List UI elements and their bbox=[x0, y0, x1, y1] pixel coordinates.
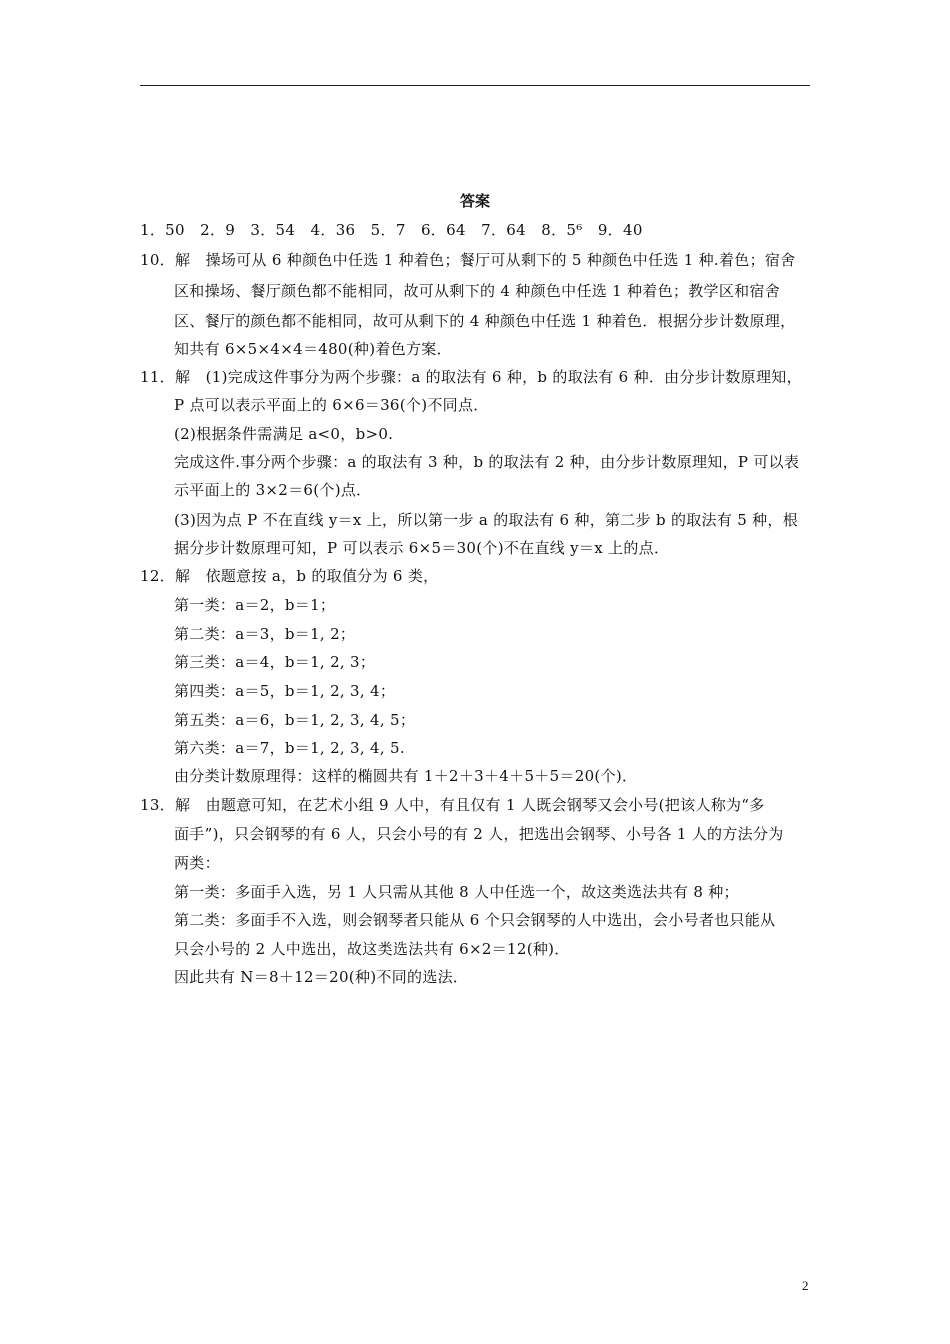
answer-10-line-2: 区和操场、餐厅颜色都不能相同，故可从剩下的 4 种颜色中任选 1 种着色；教学区和宿舍 bbox=[174, 282, 781, 300]
answer-11-line-1: 11．解 (1)完成这件事分为两个步骤：a 的取法有 6 种，b 的取法有 6 种．由分步计数原理知， bbox=[140, 368, 802, 386]
answer-11-line-7: 据分步计数原理可知，P 可以表示 6×5＝30(个)不在直线 y＝x 上的点． bbox=[174, 539, 670, 557]
answer-12-line-6: 第五类：a＝6，b＝1, 2, 3, 4, 5； bbox=[174, 711, 416, 729]
answer-13-line-5: 第二类：多面手不入选，则会钢琴者只能从 6 个只会钢琴的人中选出，会小号者也只能从 bbox=[174, 911, 776, 929]
answer-13-line-4: 第一类：多面手入选，另 1 人只需从其他 8 人中任选一个，故这类选法共有 8 种； bbox=[174, 883, 739, 901]
answer-line-short-answers: 1．50 2．9 3．54 4．36 5．7 6．64 7．64 8．5⁶ 9．40 bbox=[140, 221, 643, 239]
answer-11-line-6: (3)因为点 P 不在直线 y＝x 上，所以第一步 a 的取法有 6 种，第二步 b 的取法有 5 种，根 bbox=[174, 511, 799, 529]
answer-11-line-5: 示平面上的 3×2＝6(个)点． bbox=[174, 481, 372, 499]
answer-12-line-3: 第二类：a＝3，b＝1, 2； bbox=[174, 625, 356, 643]
answer-12-line-2: 第一类：a＝2，b＝1； bbox=[174, 596, 336, 614]
answer-12-line-4: 第三类：a＝4，b＝1, 2, 3； bbox=[174, 653, 376, 671]
answer-11-line-3: (2)根据条件需满足 a<0，b>0. bbox=[174, 425, 394, 443]
header-rule bbox=[140, 85, 810, 86]
answer-10-line-1: 10．解 操场可从 6 种颜色中任选 1 种着色；餐厅可从剩下的 5 种颜色中任选 1 种.着色；宿舍 bbox=[140, 251, 796, 269]
answer-13-line-6: 只会小号的 2 人中选出，故这类选法共有 6×2＝12(种)． bbox=[174, 940, 570, 958]
answer-13-line-2: 面手”)，只会钢琴的有 6 人，只会小号的有 2 人，把选出会钢琴、小号各 1 人的方法分为 bbox=[174, 825, 784, 843]
answer-12-line-1: 12．解 依题意按 a，b 的取值分为 6 类， bbox=[140, 567, 439, 585]
page-number: 2 bbox=[802, 1278, 809, 1293]
answer-11-line-2: P 点可以表示平面上的 6×6＝36(个)不同点． bbox=[174, 396, 489, 414]
answer-13-line-7: 因此共有 N＝8＋12＝20(种)不同的选法． bbox=[174, 968, 469, 986]
answer-11-line-4: 完成这件.事分两个步骤：a 的取法有 3 种，b 的取法有 2 种，由分步计数原理知，P 可以表 bbox=[174, 453, 800, 471]
answer-10-line-4: 知共有 6×5×4×4＝480(种)着色方案． bbox=[174, 340, 452, 358]
answer-13-line-1: 13．解 由题意可知，在艺术小组 9 人中，有且仅有 1 人既会钢琴又会小号(把该人称为“多 bbox=[140, 796, 765, 814]
answer-10-line-3: 区、餐厅的颜色都不能相同，故可从剩下的 4 种颜色中任选 1 种着色．根据分步计数原理， bbox=[174, 312, 796, 330]
page-title: 答案 bbox=[459, 192, 490, 210]
answer-12-line-5: 第四类：a＝5，b＝1, 2, 3, 4； bbox=[174, 682, 396, 700]
answer-12-line-7: 第六类：a＝7，b＝1, 2, 3, 4, 5. bbox=[174, 739, 405, 757]
answer-12-line-8: 由分类计数原理得：这样的椭圆共有 1＋2＋3＋4＋5＋5＝20(个)． bbox=[174, 767, 638, 785]
answer-13-line-3: 两类： bbox=[174, 854, 220, 872]
